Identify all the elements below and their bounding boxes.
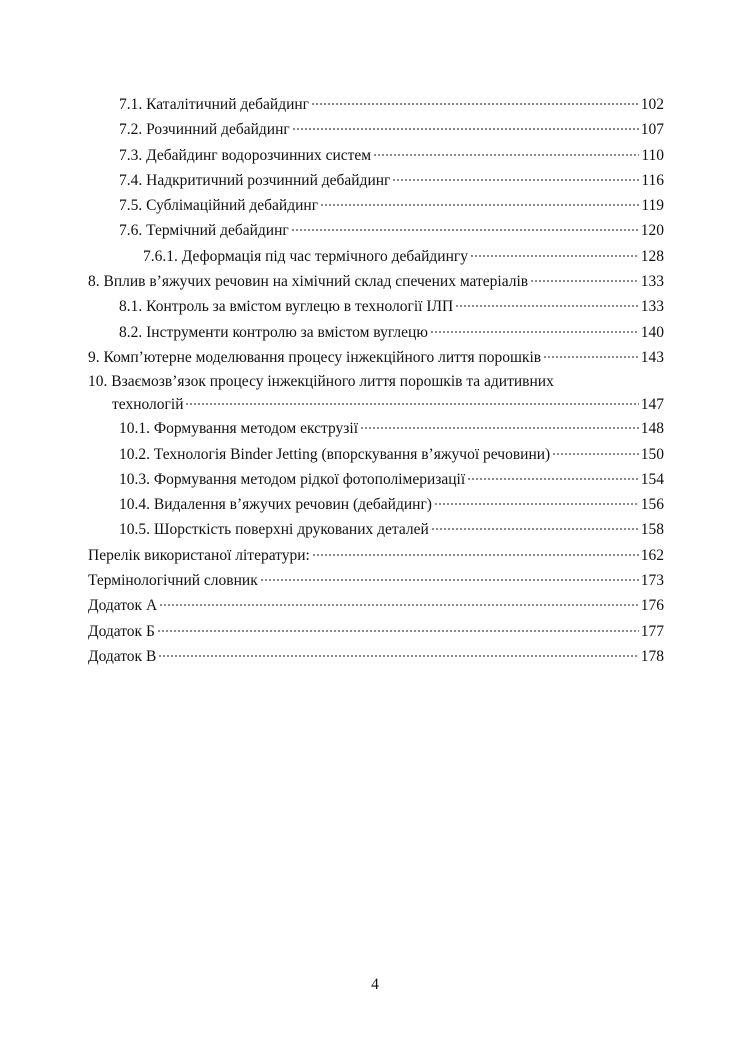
toc-leader-dots (431, 527, 639, 531)
toc-entry-title: Перелік використаної літератури: (88, 546, 310, 564)
toc-entry (88, 244, 664, 269)
toc-leader-dots (311, 102, 639, 106)
toc-entry-title: 9. Комп’ютерне моделювання процесу інжекційного лиття порошків (88, 348, 542, 366)
toc-leader-dots (159, 603, 639, 607)
toc-entry-title: 8.1. Контроль за вмістом вуглецю в технології ІЛП (119, 298, 454, 316)
toc-entry-title: 10.1. Формування методом екструзії (119, 420, 359, 438)
toc-entry-page: 177 (640, 622, 664, 640)
toc-entry-title: 10. Взаємозв’язок процесу інжекційного лиття порошків та адитивних (88, 373, 554, 391)
toc-leader-dots (430, 330, 639, 334)
toc-leader-dots (360, 426, 639, 430)
toc-entry-page: 110 (641, 146, 664, 164)
toc-leader-dots (434, 502, 639, 506)
toc-entry-title: 8. Вплив в’яжучих речовин на хімічний склад спечених матеріалів (88, 273, 529, 291)
toc-entry-page: 156 (640, 496, 664, 514)
toc-entry-page: 178 (640, 647, 664, 665)
toc-leader-dots (291, 228, 639, 232)
toc-entry-title: 8.2. Інструменти контролю за вмістом вуглецю (119, 323, 428, 341)
toc-entry-title: Термінологічний словник (88, 572, 258, 590)
toc-entry (88, 294, 664, 319)
toc-entry-page: 158 (640, 521, 664, 539)
toc-leader-dots (312, 553, 639, 557)
toc-leader-dots (320, 203, 639, 207)
toc-entry-title: Додаток В (88, 647, 157, 665)
toc-entry-title: 7.4. Надкритичний розчинний дебайдинг (119, 171, 391, 189)
toc-entry (88, 442, 664, 467)
toc-entry-title: 7.6.1. Деформація під час термічного дебайдингу (143, 247, 469, 265)
toc-entry-page: 148 (640, 420, 664, 438)
toc-entry (88, 517, 664, 542)
toc-entry-title: 7.3. Дебайдинг водорозчинних систем (119, 146, 372, 164)
toc-entry-title: 7.5. Сублімаційний дебайдинг (119, 197, 319, 215)
toc-entry-page: 107 (640, 121, 664, 139)
toc-entry-page: 176 (640, 597, 664, 615)
toc-entry (88, 568, 664, 593)
toc-leader-dots (292, 127, 639, 131)
toc-leader-dots (552, 452, 639, 456)
toc-leader-dots (158, 654, 638, 658)
toc-entry-page: 147 (640, 396, 664, 414)
table-of-contents (88, 92, 664, 669)
toc-entry (88, 92, 664, 117)
toc-leader-dots (467, 477, 639, 481)
toc-entry-page: 133 (640, 273, 664, 291)
toc-leader-dots (530, 279, 639, 283)
toc-leader-dots (455, 304, 639, 308)
toc-leader-dots (470, 254, 639, 258)
toc-entry-title: Додаток А (88, 597, 158, 615)
toc-entry (88, 644, 664, 669)
toc-leader-dots (392, 178, 639, 182)
toc-entry-page: 133 (640, 298, 664, 316)
toc-entry (88, 593, 664, 618)
toc-entry (88, 370, 664, 416)
page-number: 4 (371, 976, 379, 993)
toc-entry (88, 168, 664, 193)
toc-entry-continuation (88, 393, 664, 416)
toc-entry (88, 269, 664, 294)
toc-entry (88, 117, 664, 142)
toc-entry (88, 619, 664, 644)
toc-leader-dots (373, 153, 639, 157)
toc-entry-title: 10.2. Технологія Binder Jetting (впорскування в’яжучої речовини) (119, 445, 551, 463)
toc-leader-dots (543, 355, 639, 359)
toc-entry-page: 140 (640, 323, 664, 341)
toc-entry (88, 143, 664, 168)
toc-entry-title: 7.1. Каталітичний дебайдинг (119, 96, 310, 113)
toc-entry-title: 10.3. Формування методом рідкої фотополімеризації (119, 470, 466, 488)
toc-entry (88, 320, 664, 345)
toc-entry-page: 150 (640, 445, 664, 463)
toc-entry-title-continued: технологій (112, 396, 184, 414)
toc-entry-title: 10.5. Шорсткість поверхні друкованих деталей (119, 521, 429, 539)
toc-entry-page: 128 (640, 247, 664, 265)
toc-entry (88, 345, 664, 370)
toc-entry (88, 416, 664, 441)
toc-entry-page: 154 (640, 470, 664, 488)
toc-entry (88, 218, 664, 243)
toc-entry-page: 119 (641, 197, 664, 215)
toc-leader-dots (260, 578, 639, 582)
toc-entry (88, 193, 664, 218)
toc-entry-title: 10.4. Видалення в’яжучих речовин (дебайдинг) (119, 496, 432, 514)
toc-entry-page: 173 (640, 572, 664, 590)
toc-entry-page: 102 (640, 96, 664, 113)
toc-entry-title: 7.6. Термічний дебайдинг (119, 222, 289, 240)
toc-entry (88, 467, 664, 492)
toc-entry-page: 162 (640, 546, 664, 564)
toc-entry-title: 7.2. Розчинний дебайдинг (119, 121, 290, 139)
toc-entry (88, 543, 664, 568)
toc-entry-page: 143 (640, 348, 664, 366)
toc-entry-title: Додаток Б (88, 622, 155, 640)
toc-entry-page: 120 (640, 222, 664, 240)
toc-leader-dots (157, 629, 639, 633)
toc-entry (88, 492, 664, 517)
toc-leader-dots (185, 402, 638, 406)
toc-entry-page: 116 (641, 171, 664, 189)
